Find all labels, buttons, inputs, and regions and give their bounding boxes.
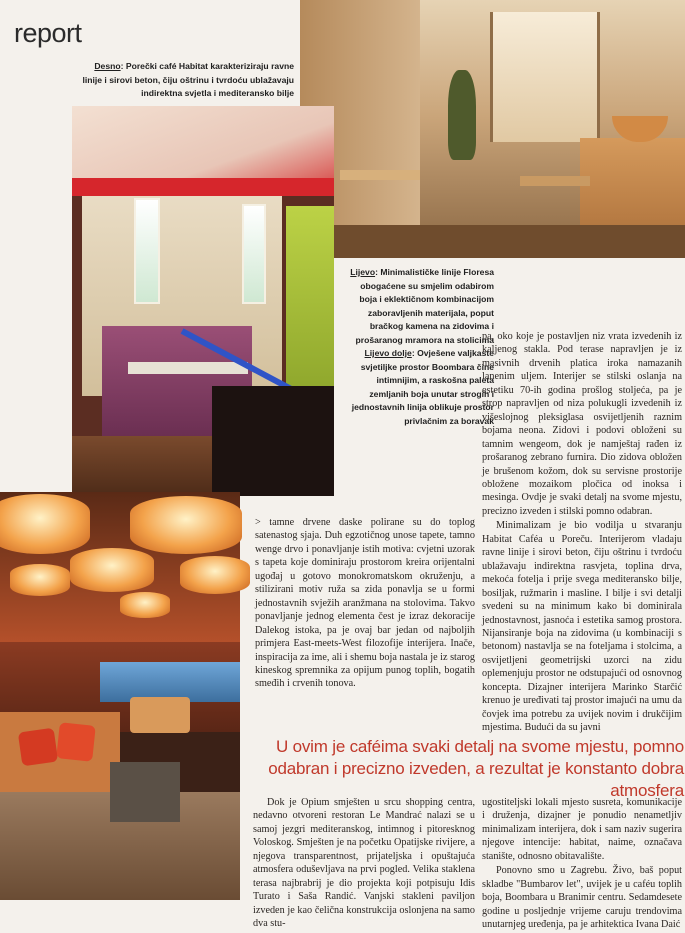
paragraph: Ponovno smo u Zagrebu. Živo, baš poput skladbe "Bumbarov let", uvijek je u caféu toplih boja, Boombara u Branimir centru. Sedamdesete godine u posljednje vrijeme caruju trendovima unutarnjeg uređenja, pa je arhitektica Ivana Daić (482, 865, 682, 931)
pull-quote: U ovim je caféima svaki detalj na svome mjestu, pomno odabran i precizno izveden, a rezultat je konstanto dobra atmosfera (268, 737, 684, 800)
caption-left (342, 266, 494, 428)
lamp-shade (10, 564, 70, 596)
photo-detail (110, 762, 180, 822)
photo-detail (212, 386, 334, 496)
article-column-c (253, 796, 475, 932)
lamp-shade (70, 548, 154, 592)
photo-detail (134, 198, 160, 304)
photo-detail (490, 12, 600, 142)
paragraph: > tamne drvene daske polirane su do toplog satenastog sjaja. Duh egzotičnog unose tapete, tamno wenge drvo i ponavljanje istih motiva: cvjetni uzorak s tapeta koje dominiraju prostorom kreira orijentalni ugođaj u gotovo monokromatskom okruženju, a stilizirani motiv ruža sa zida ponavlja se u formi jednostavnih svježih aranžmana na stolovima. Takvo ponavljanje jednog elementa čest je izraz dekoracije Dalekog istoka, pa je ovaj bar jedan od najboljih primjera East-meets-West filozofije interijera. Inače, inspiracija za ime, ali i shemu boja nastala je iz starog kineskog spremnika za opijum punog toplih, bogatih smeđih i crvenih tonova. (255, 517, 475, 690)
photo-detail (56, 722, 96, 762)
caption-lead: Lijevo (350, 267, 376, 277)
paragraph: Dok je Opium smješten u srcu shopping centra, nedavno otvoreni restoran Le Mandrać nalazi se u samoj jezgri mediteranskog, intimnog i pitoresknog Voloskog. Smješten je na početku Opatijske rivijere, a njegova transparentnost, prijateljska i opuštajuća atmosfera oduševljava na prvi pogled. Velika staklena terasa najbrabrij je dio projekta koji potpisuju Idis Turato i Saša Randić. Vanjski stakleni paviljon izveden je kao čelična konstrukcija oslonjena na samo dva stu- (253, 797, 475, 930)
photo-detail (340, 170, 420, 180)
caption-lead-2: Lijevo dolje (364, 348, 412, 358)
photo-detail (130, 697, 190, 733)
paragraph: pa, oko koje je postavljen niz vrata izvedenih iz kaljenog stakla. Pod terase napravljen je iz masivnih drvenih platica iroka namazanih lanenim uljem. Interijer se stilski oslanja na estetiku 70-ih godina prošlog stoljeća, pa je strop napravljen od niza polukugli izvedenih iz višeslojnog pleksiglasa osvijetljenih raznim bojama neona. Zidovi i podovi obloženi su tamnim wengeom, dok je namještaj rađen iz prošaranog zebrano furnira. Dio zidova obložen je brušenom kožom, dok su servisne prostorije obložene mozaikom pločica od inoksa i mesinga. Ovdje je svaki detalj na svome mjestu, precizno izveden i stilski pomno odabran. (482, 331, 682, 517)
photo-detail (448, 70, 476, 160)
caption-text-2: : Ovješene valjkaste svjetiljke prostor Boombara čine intimnijim, a raskošna paleta zemljanih boja unutar strogih i jednostavnih linija oblikuje prostor privlačnim za boravak (351, 348, 494, 426)
photo-detail (18, 728, 58, 767)
photo-detail (242, 204, 266, 304)
photo-detail (520, 176, 590, 186)
section-label: report (14, 18, 82, 48)
photo-detail (100, 662, 240, 702)
lamp-shade (130, 496, 242, 554)
photo-detail (128, 362, 248, 374)
article-column-a (255, 516, 475, 692)
caption-right (82, 60, 294, 101)
article-column-d (482, 796, 682, 933)
article-column-b (482, 330, 682, 736)
caption-lead: Desno (94, 61, 121, 71)
paragraph: ugostiteljski lokali mjesto susreta, komunikacije i druženja, dizajner je ponudio nenametljiv minimalizam interijera, dok i sam naziv sugerira njegove intencije: habitat, naime, označava stanište, odnosno obitavalište. (482, 797, 682, 862)
photo-detail (300, 225, 685, 258)
paragraph: Minimalizam je bio vodilja u stvaranju Habitat Caféa u Poreču. Interijerom vladaju ravne linije i sirovi beton, čiju oštrinu i tvrdoću ublažavaju indirektna rasvjeta, toplina drva, mekoća fotelja i prije svega mediteransko bilje, bosiljak, ružmarin i masline. I bilje i svi detalji svedeni su na minimum kako bi dominirala jednostavnost, jasnoća i estetika samog prostora. Nijansiranje boja na zidovima (u kombinaciji s betonom) nastavlja se na foteljama i stolcima, a osvijetljeni geometrijski uzorci na zidu oplemenjuju prostor ne odstupajući od osnovnog koncepta. Dizajner interijera Marinko Starčić krenuo je uređivati taj prostor imajući na umu da čovjek ima potrebu za uvijek novim i drukčijim mjestima. Budući da su javni (482, 520, 682, 734)
photo-detail (72, 178, 334, 196)
flores-restaurant-photo (72, 106, 334, 496)
cafe-habitat-photo (300, 0, 685, 258)
caption-text: : Porečki café Habitat karakteriziraju ravne linije i sirovi beton, čiju oštrinu i tvrdoću ublažavaju indirektna svjetla i mediteransko bilje (82, 61, 294, 99)
lamp-shade (180, 556, 250, 594)
caption-text: : Minimalističke linije Floresa obogaćene su smjelim odabirom boja i eklektičnom kombinacijom zaboravljenih materijala, poput bračkog kamena na zidovima i prošaranog mramora na stolicima (355, 267, 494, 345)
lamp-shade (0, 494, 90, 554)
lamp-shade (120, 592, 170, 618)
photo-detail (286, 206, 334, 396)
boombar-lounge-photo (0, 492, 240, 900)
